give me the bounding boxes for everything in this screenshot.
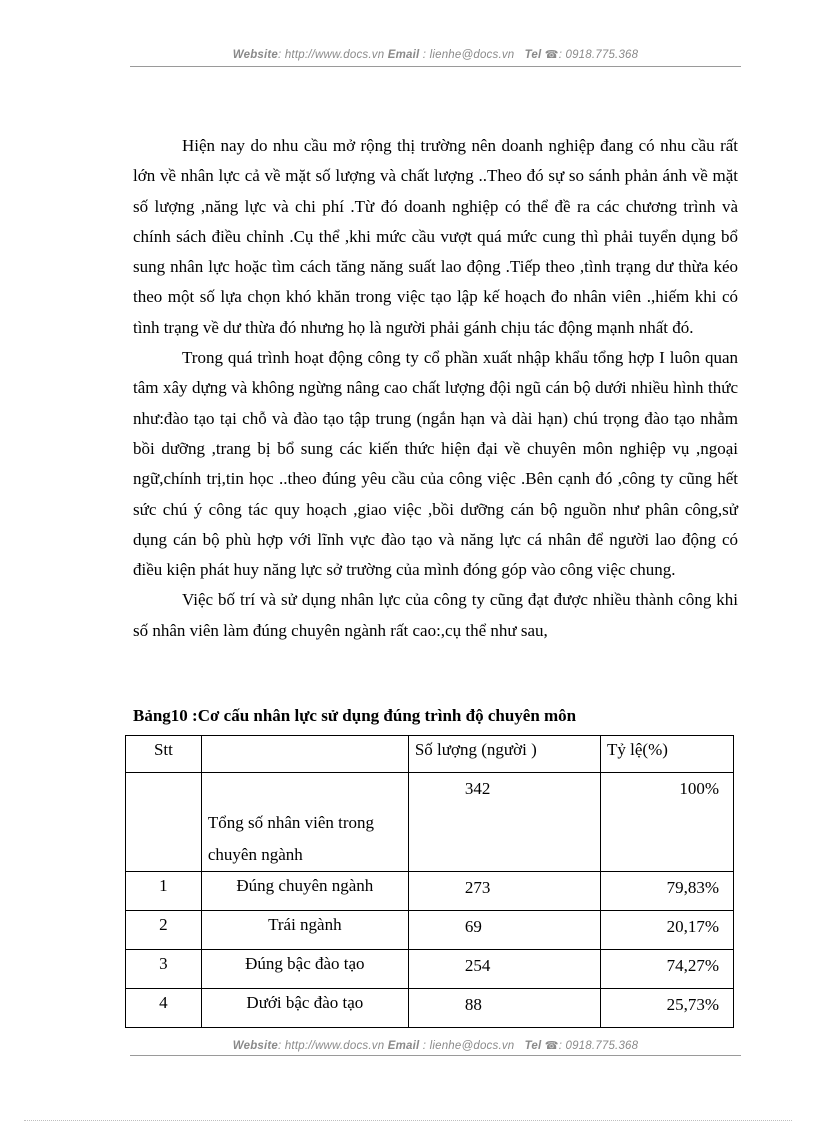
- header-quantity: Số lượng (người ): [408, 736, 600, 773]
- header-divider: [130, 66, 741, 67]
- row-stt: 1: [126, 872, 202, 911]
- staff-structure-table: [125, 735, 734, 1028]
- page-header: [130, 48, 741, 61]
- row-stt: 4: [126, 989, 202, 1028]
- row-percent: 25,73%: [601, 989, 734, 1028]
- total-stt: [126, 773, 202, 872]
- row-quantity: 88: [408, 989, 600, 1028]
- website-value: : http://www.docs.vn: [278, 49, 385, 61]
- tel-value: : 0918.775.368: [558, 49, 639, 61]
- tel-value: : 0918.775.368: [558, 1040, 639, 1052]
- table-row: [126, 911, 734, 950]
- total-quantity: 342: [408, 773, 600, 872]
- total-percent: 100%: [601, 773, 734, 872]
- row-name: Trái ngành: [201, 911, 408, 950]
- table-row: [126, 989, 734, 1028]
- header-percent: Tỷ lệ(%): [601, 736, 734, 773]
- row-quantity: 273: [408, 872, 600, 911]
- footer-divider: [130, 1055, 741, 1056]
- row-stt: 3: [126, 950, 202, 989]
- row-name: Dưới bậc đào tạo: [201, 989, 408, 1028]
- total-label: Tổng số nhân viên trong chuyên ngành: [201, 773, 408, 872]
- table-row: [126, 950, 734, 989]
- email-value: : lienhe@docs.vn: [419, 1040, 515, 1052]
- website-value: : http://www.docs.vn: [278, 1040, 385, 1052]
- paragraph-3: Việc bố trí và sử dụng nhân lực của công ty cũng đạt được nhiều thành công khi số nhân viên làm đúng chuyên ngành rất cao:,cụ thể như sau,: [133, 590, 738, 640]
- phone-icon: ☎: [544, 49, 559, 61]
- paragraph-1: Hiện nay do nhu cầu mở rộng thị trường nên doanh nghiệp đang có nhu cầu rất lớn về nhân lực cả về mặt số lượng và chất lượng ..Theo đó sự so sánh phản ánh về mặt số lượng ,năng lực và chi phí .Từ đó doanh nghiệp có thể đề ra các chương trình và chính sách điều chỉnh .Cụ thể ,khi mức cầu vượt quá mức cung thì phải tuyển dụng bổ sung nhân lực hoặc tìm cách tăng năng suất lao động .Tiếp theo ,tình trạng dư thừa kéo theo một số lựa chọn khó khăn trong việc tạo lập kế hoạch đo nhân viên .,hiếm khi có tình trạng về dư thừa đó nhưng họ là người phải gánh chịu tác động mạnh nhất đó.: [133, 136, 738, 337]
- email-value: : lienhe@docs.vn: [419, 49, 515, 61]
- header-name: [201, 736, 408, 773]
- row-name: Đúng chuyên ngành: [201, 872, 408, 911]
- tel-label: Tel: [524, 1040, 542, 1052]
- document-body: [133, 131, 738, 646]
- phone-icon: ☎: [544, 1040, 559, 1052]
- row-percent: 20,17%: [601, 911, 734, 950]
- table-header-row: [126, 736, 734, 773]
- row-percent: 74,27%: [601, 950, 734, 989]
- tel-label: Tel: [524, 49, 542, 61]
- row-percent: 79,83%: [601, 872, 734, 911]
- row-stt: 2: [126, 911, 202, 950]
- table-caption: Bảng10 :Cơ cấu nhân lực sử dụng đúng trình độ chuyên môn: [133, 706, 577, 725]
- row-quantity: 254: [408, 950, 600, 989]
- website-label: Website: [232, 1040, 279, 1052]
- email-label: Email: [387, 49, 420, 61]
- paragraph-2: Trong quá trình hoạt động công ty cổ phần xuất nhập khẩu tổng hợp I luôn quan tâm xây dựng và không ngừng nâng cao chất lượng đội ngũ cán bộ dưới nhiều hình thức như:đào tạo tại chỗ và đào tạo tập trung (ngắn hạn và dài hạn) chú trọng đào tạo nhằm bồi dưỡng ,trang bị bổ sung các kiến thức hiện đại về chuyên môn nghiệp vụ ,ngoại ngữ,chính trị,tin học ..theo đúng yêu cầu của công việc .Bên cạnh đó ,công ty cũng hết sức chú ý công tác quy hoạch ,giao việc ,bồi dưỡng cán bộ nguồn như phân công,sử dụng cán bộ phù hợp với lĩnh vực đào tạo và năng lực cá nhân để người lao động có điều kiện phát huy năng lực sở trường của mình đóng góp vào công việc chung.: [133, 348, 738, 580]
- table-row-total: [126, 773, 734, 872]
- page-footer: [130, 1039, 741, 1052]
- row-name: Đúng bậc đào tạo: [201, 950, 408, 989]
- table-row: [126, 872, 734, 911]
- page-edge-divider: [24, 1120, 792, 1121]
- header-stt: Stt: [126, 736, 202, 773]
- row-quantity: 69: [408, 911, 600, 950]
- email-label: Email: [387, 1040, 420, 1052]
- website-label: Website: [232, 49, 279, 61]
